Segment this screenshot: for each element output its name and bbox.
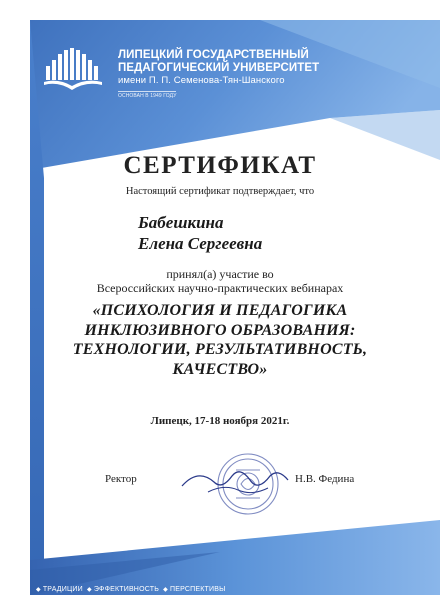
university-line2: ПЕДАГОГИЧЕСКИЙ УНИВЕРСИТЕТ (118, 62, 320, 74)
event-title (0, 301, 440, 379)
footer-values (34, 586, 226, 593)
participation-line1: принял(а) участие во (166, 267, 274, 281)
footer-bullet-icon: ◆ (163, 587, 168, 593)
footer-item-3: ПЕРСПЕКТИВЫ (170, 586, 226, 593)
footer-bullet-icon: ◆ (86, 587, 92, 593)
university-logo (40, 44, 108, 96)
footer-bullet-icon: ◆ (36, 587, 41, 593)
university-name (118, 49, 319, 101)
rector-label: Ректор (105, 473, 137, 485)
participation-line2: Всероссийских научно-практических вебинарах (96, 281, 344, 295)
university-tagline: ОСНОВАН В 1949 ГОДУ (118, 93, 177, 99)
event-line3: ТЕХНОЛОГИИ, РЕЗУЛЬТАТИВНОСТЬ, (72, 341, 368, 358)
recipient-surname: Бабешкина (138, 213, 224, 232)
certificate-title: СЕРТИФИКАТ (123, 152, 317, 179)
recipient-name (138, 212, 262, 254)
confirm-text: Настоящий сертификат подтверждает, что (125, 186, 315, 197)
footer-item-2: ЭФФЕКТИВНОСТЬ (93, 586, 160, 593)
official-seal-stamp (178, 446, 298, 518)
participation-text (0, 267, 440, 295)
event-line2: ИНКЛЮЗИВНОГО ОБРАЗОВАНИЯ: (84, 321, 356, 339)
footer-item-1: ТРАДИЦИИ (42, 586, 83, 593)
rector-name: Н.В. Федина (295, 473, 355, 485)
university-line1: ЛИПЕЦКИЙ ГОСУДАРСТВЕННЫЙ (118, 49, 309, 61)
event-line1: «ПСИХОЛОГИЯ И ПЕДАГОГИКА (92, 302, 348, 319)
university-line3: имени П. П. Семенова-Тян-Шанского (118, 75, 285, 86)
event-line4: КАЧЕСТВО» (172, 360, 268, 378)
recipient-given-names: Елена Сергеевна (138, 234, 263, 253)
place-date: Липецк, 17-18 ноября 2021г. (150, 415, 290, 427)
